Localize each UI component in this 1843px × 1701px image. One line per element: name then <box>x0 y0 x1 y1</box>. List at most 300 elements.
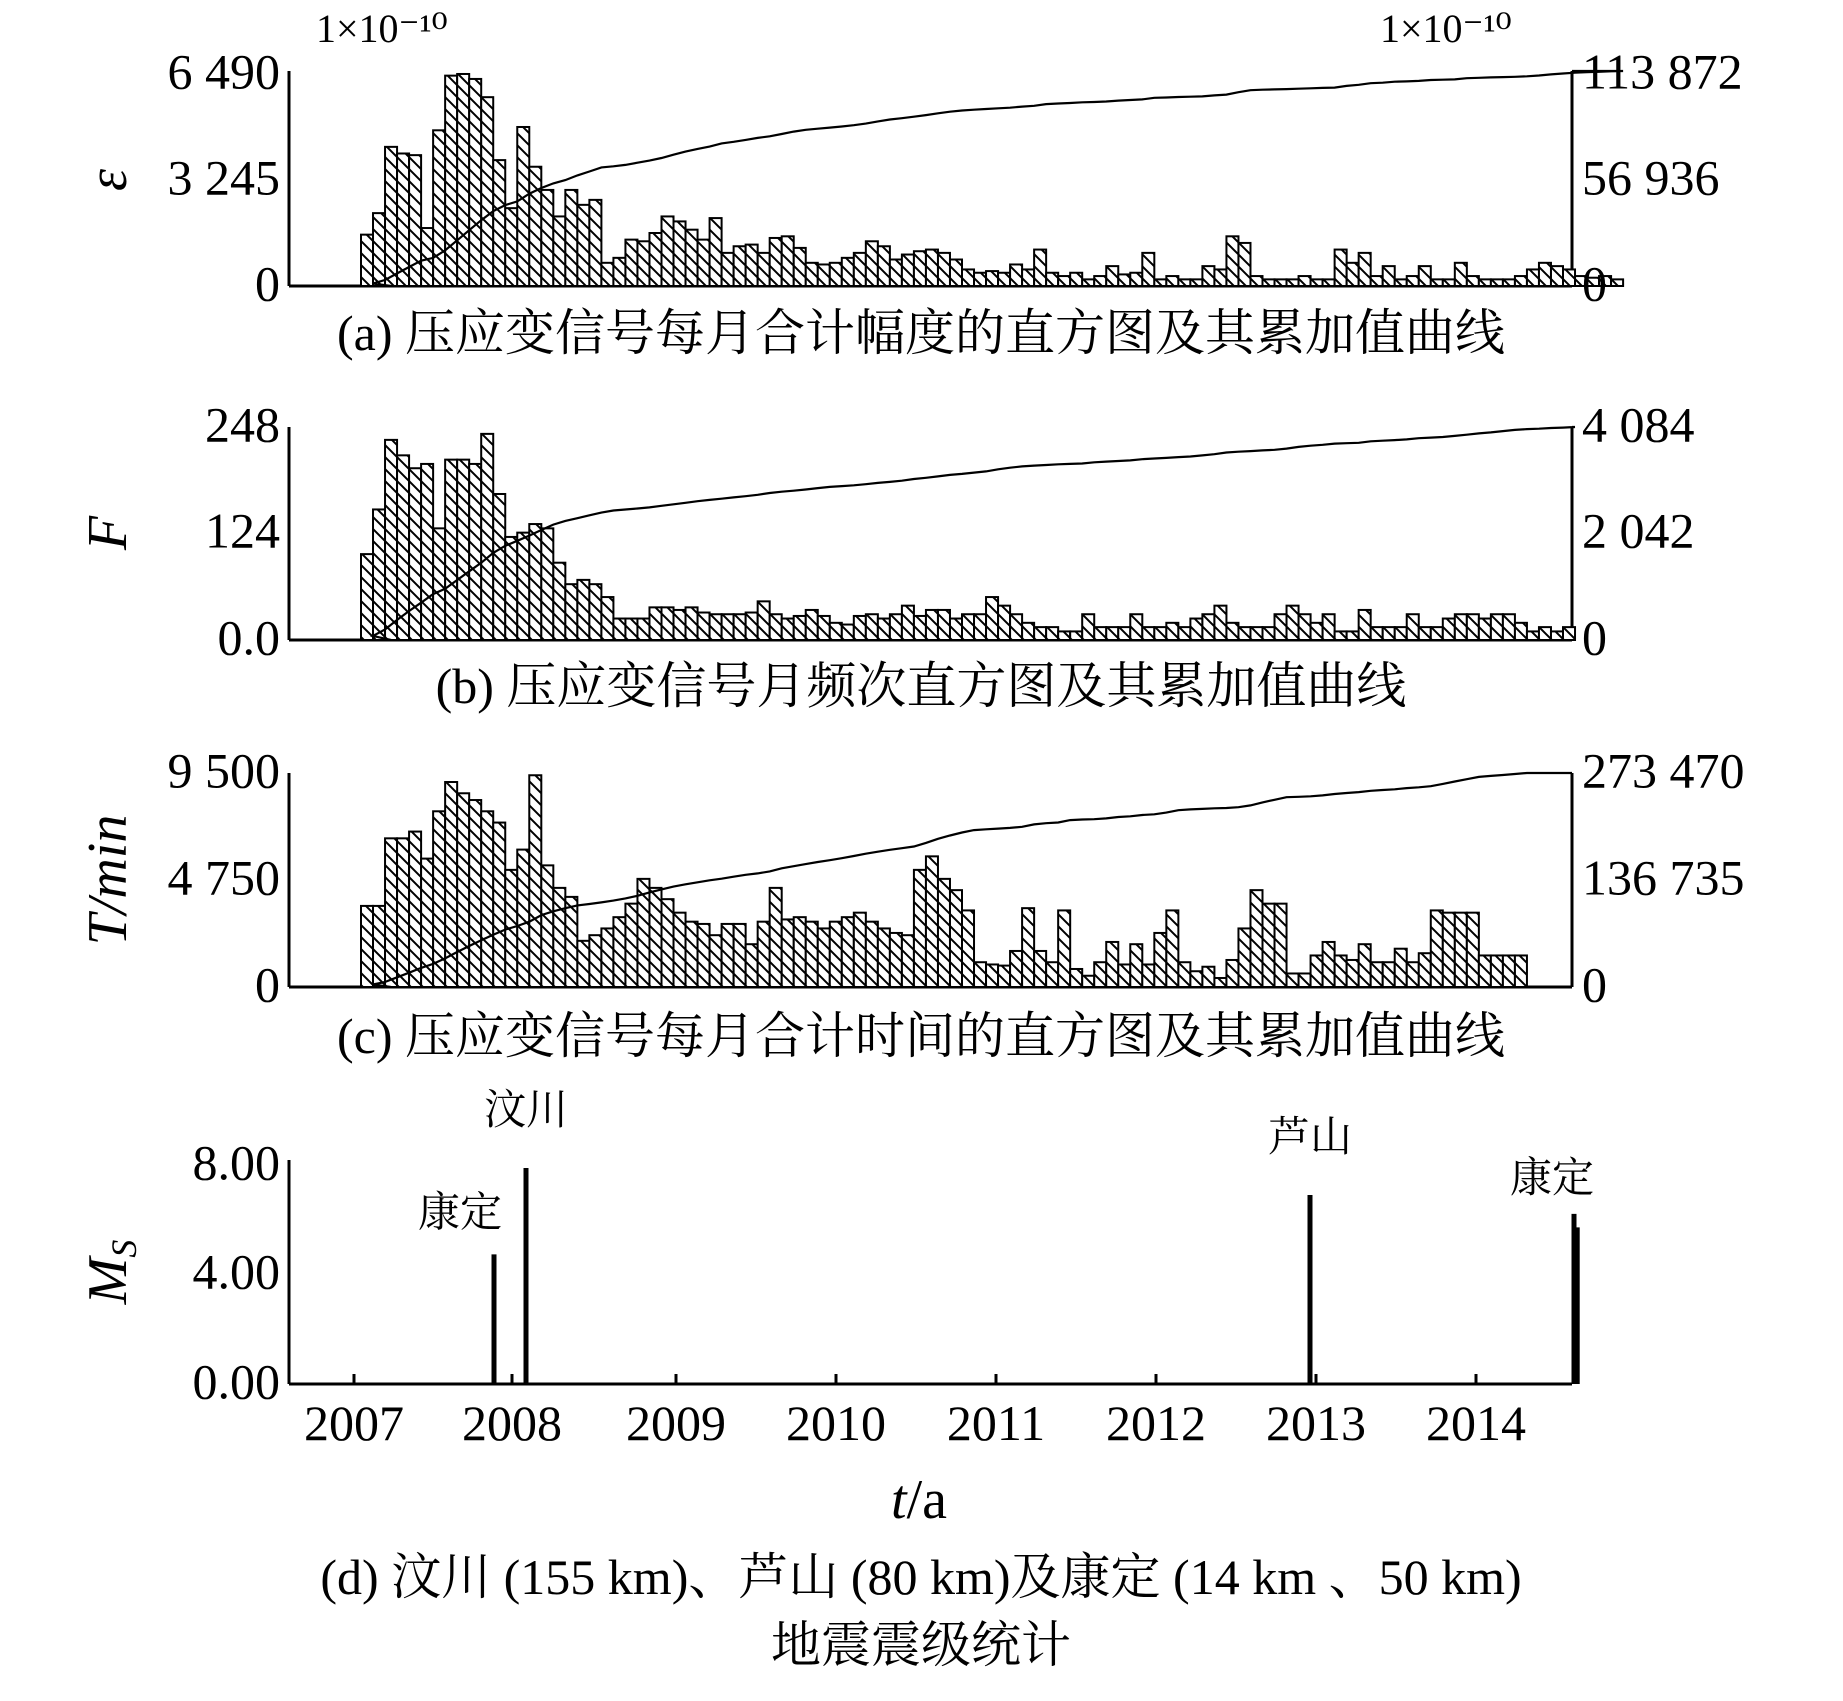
panel-a-bar <box>1299 276 1311 286</box>
panel-b-bar <box>553 563 565 640</box>
panel-a-bar <box>1022 269 1034 286</box>
panel-a-bar <box>1371 276 1383 286</box>
panel-b-bar <box>1455 614 1467 640</box>
panel-b-bar <box>505 537 517 640</box>
panel-a-bar <box>637 241 649 286</box>
panel-b-ylabel: F <box>77 515 139 551</box>
panel-c-y2tick-0: 0 <box>1582 956 1607 1013</box>
panel-c-bar <box>710 935 722 987</box>
panel-b-bar <box>1178 627 1190 640</box>
panel-b-bar <box>1515 623 1527 640</box>
panel-c-bar <box>878 928 890 987</box>
panel-a-bar <box>517 127 529 286</box>
panel-c-ytick-2: 9 500 <box>167 742 280 799</box>
panel-a-bar <box>914 251 926 286</box>
panel-c-bar <box>1154 933 1166 987</box>
panel-a-bar <box>806 263 818 286</box>
panel-b-bar <box>1371 627 1383 640</box>
panel-a-bar <box>1094 276 1106 286</box>
panel-a-bar <box>1190 279 1202 286</box>
panel-b-bar <box>830 623 842 640</box>
panel-a-bar <box>1178 279 1190 286</box>
panel-c-bar <box>722 924 734 987</box>
panel-b-bar <box>1503 614 1515 640</box>
panel-d-ytick-0: 0.00 <box>192 1353 280 1410</box>
panel-a-bar <box>1034 250 1046 286</box>
panel-a-bar <box>397 153 409 286</box>
panel-a-bar <box>505 208 517 286</box>
panel-d <box>77 1088 1594 1673</box>
panel-a-bar <box>361 235 373 286</box>
panel-a-bar <box>541 190 553 286</box>
panel-a-bar <box>1046 273 1058 286</box>
panel-b-bar <box>926 610 938 640</box>
panel-d-event-label: 汶川 <box>483 1088 569 1134</box>
panel-d-xlabel: t/a <box>891 1469 947 1531</box>
panel-a-ylabel: ε <box>77 168 139 192</box>
panel-a-bar <box>770 238 782 286</box>
panel-a-bar <box>433 130 445 286</box>
panel-b-bar <box>818 616 830 640</box>
panel-a-bar <box>1275 279 1287 286</box>
panel-b-bar <box>637 619 649 640</box>
panel-c-bar <box>457 793 469 987</box>
panel-b-bar <box>541 528 553 640</box>
panel-a-bar <box>1407 276 1419 286</box>
panel-c-bar <box>613 917 625 987</box>
panel-c-bar <box>1070 969 1082 987</box>
panel-a-y2tick-0: 0 <box>1582 255 1607 312</box>
panel-c-bar <box>469 800 481 987</box>
panel-c-bar <box>830 922 842 987</box>
panel-a-bar <box>1395 279 1407 286</box>
panel-d-stems <box>418 1088 1594 1384</box>
panel-b-bar <box>1142 627 1154 640</box>
panel-a-bar <box>1263 279 1275 286</box>
panel-a-bar <box>1443 279 1455 286</box>
panel-b-bar <box>625 619 637 640</box>
panel-b-bar <box>1419 627 1431 640</box>
panel-b-bar <box>1238 627 1250 640</box>
panel-a-bar <box>1311 279 1323 286</box>
panel-a-bar <box>926 250 938 286</box>
panel-c-bar <box>686 922 698 987</box>
panel-b-bar <box>373 509 385 640</box>
panel-c-bar <box>1347 960 1359 987</box>
panel-c-bar <box>746 944 758 987</box>
panel-a-bar <box>1419 266 1431 286</box>
panel-a-bar <box>601 263 613 286</box>
panel-a-ytick-1: 3 245 <box>167 149 280 206</box>
panel-a-bar <box>421 228 433 286</box>
panel-d-event-label: 康定 <box>417 1190 503 1237</box>
panel-a-bar <box>674 221 686 286</box>
panel-b-bar <box>1287 606 1299 640</box>
panel-a-bar <box>746 245 758 286</box>
panel-a-bar <box>1611 279 1623 286</box>
panel-b-bar <box>998 606 1010 640</box>
panel-a-bar <box>529 167 541 286</box>
panel-c-bar <box>361 906 373 987</box>
panel-c-bar <box>1106 942 1118 987</box>
panel-c <box>77 742 1745 1064</box>
panel-c-caption: (c) 压应变信号每月合计时间的直方图及其累加值曲线 <box>337 1008 1505 1064</box>
panel-c-bar <box>770 888 782 987</box>
panel-b-bar <box>1263 627 1275 640</box>
panel-c-bar <box>565 897 577 987</box>
panel-d-event-label: 芦山 <box>1267 1115 1353 1161</box>
panel-b-bar <box>1250 627 1262 640</box>
panel-d-xtick-label: 2013 <box>1266 1395 1366 1451</box>
panel-d-caption-line2: 地震震级统计 <box>771 1617 1071 1673</box>
panel-a-bar <box>854 253 866 286</box>
panel-b-bar <box>1347 631 1359 640</box>
panel-b-bar <box>649 607 661 640</box>
panel-b-bar <box>1383 627 1395 640</box>
panel-d-event-label: 康定 <box>1509 1155 1595 1202</box>
panel-c-bar <box>373 906 385 987</box>
panel-b-bar <box>1407 614 1419 640</box>
panel-c-bar <box>1455 913 1467 987</box>
panel-c-bar <box>577 941 589 987</box>
panel-b-bar <box>1335 631 1347 640</box>
panel-b-bar <box>361 554 373 640</box>
panel-a-bar <box>1142 253 1154 286</box>
panel-c-bar <box>818 928 830 987</box>
panel-b-bar <box>974 614 986 640</box>
panel-c-bar <box>397 838 409 987</box>
panel-c-bar <box>1491 955 1503 987</box>
panel-c-bar <box>1443 913 1455 987</box>
panel-b-bar <box>613 619 625 640</box>
panel-b-bar <box>493 494 505 640</box>
panel-a-bar <box>1070 273 1082 286</box>
panel-a-bar <box>722 253 734 286</box>
panel-c-bar <box>601 928 613 987</box>
panel-b-y2tick-1: 2 042 <box>1582 502 1695 559</box>
panel-d-ytick-2: 8.00 <box>192 1134 280 1191</box>
panel-c-bar <box>1082 976 1094 987</box>
panel-c-bar <box>1383 962 1395 987</box>
panel-c-bar <box>1130 944 1142 987</box>
panel-b-bar <box>1058 631 1070 640</box>
panel-a-bar <box>794 248 806 286</box>
panel-d-ytick-1: 4.00 <box>192 1243 280 1300</box>
panel-b-bar <box>421 464 433 640</box>
panel-b-bar <box>1094 627 1106 640</box>
panel-c-bar <box>541 865 553 987</box>
panel-a-bar <box>1238 243 1250 286</box>
panel-c-bar <box>1431 910 1443 987</box>
panel-c-bar <box>1395 949 1407 987</box>
panel-d-ylabel: MS <box>77 1239 144 1305</box>
panel-b-bar <box>481 434 493 640</box>
panel-a-bar <box>1010 264 1022 286</box>
panel-a-bar <box>1527 269 1539 286</box>
panel-b-bar <box>854 616 866 640</box>
panel-a-bar <box>565 190 577 286</box>
panel-a-bar <box>577 205 589 286</box>
panel-a <box>77 6 1743 361</box>
panel-b-bar <box>938 610 950 640</box>
panel-c-bar <box>734 924 746 987</box>
panel-c-bar <box>649 888 661 987</box>
panel-b-bar <box>794 616 806 640</box>
panel-b-bar <box>686 607 698 640</box>
panel-a-bar <box>1166 276 1178 286</box>
panel-a-bar <box>1479 279 1491 286</box>
panel-a-bar <box>649 233 661 286</box>
panel-a-bar <box>1106 266 1118 286</box>
panel-b-bar <box>445 460 457 640</box>
panel-b-bar <box>565 584 577 640</box>
panel-b-bar <box>1551 631 1563 640</box>
panel-c-bar <box>1034 951 1046 987</box>
panel-a-bar <box>1226 236 1238 286</box>
panel-b-ytick-0: 0.0 <box>217 609 280 666</box>
panel-b-bar <box>1046 627 1058 640</box>
panel-b-bar <box>1202 614 1214 640</box>
panel-c-bar <box>890 933 902 987</box>
panel-b-bar <box>710 614 722 640</box>
panel-b-bars <box>361 434 1575 640</box>
panel-a-bar <box>1515 276 1527 286</box>
panel-b-caption: (b) 压应变信号月频次直方图及其累加值曲线 <box>435 658 1407 714</box>
panel-a-bar <box>1467 276 1479 286</box>
panel-b-bar <box>722 614 734 640</box>
panel-c-bar <box>938 879 950 987</box>
panel-c-bar <box>1311 955 1323 987</box>
panel-b-bar <box>1118 627 1130 640</box>
panel-b-bar <box>409 468 421 640</box>
panel-c-ytick-0: 0 <box>255 956 280 1013</box>
panel-a-bar <box>878 246 890 286</box>
panel-d-xtick-label: 2008 <box>462 1395 562 1451</box>
panel-a-bar <box>902 255 914 286</box>
panel-c-bar <box>1467 913 1479 987</box>
panel-c-bar <box>962 910 974 987</box>
panel-b-bar <box>1082 614 1094 640</box>
panel-a-bar <box>1082 279 1094 286</box>
panel-b-bar <box>1022 623 1034 640</box>
panel-a-bar <box>758 253 770 286</box>
panel-c-y2tick-2: 273 470 <box>1582 742 1745 799</box>
panel-a-bar <box>998 273 1010 286</box>
panel-a-bar <box>373 213 385 286</box>
panel-c-bar <box>866 922 878 987</box>
panel-a-bar <box>1058 276 1070 286</box>
panel-a-bar <box>1491 279 1503 286</box>
panel-b-bar <box>734 614 746 640</box>
panel-a-bar <box>481 97 493 286</box>
panel-b-bar <box>1190 619 1202 640</box>
panel-a-bar <box>782 236 794 286</box>
panel-c-bar <box>625 904 637 987</box>
panel-a-bar <box>1154 279 1166 286</box>
panel-b-ytick-1: 124 <box>205 502 280 559</box>
panel-b-bar <box>1431 627 1443 640</box>
panel-c-bar <box>950 890 962 987</box>
panel-b-bar <box>1311 623 1323 640</box>
panel-d-caption-line1: (d) 汶川 (155 km)、芦山 (80 km)及康定 (14 km 、50 km) <box>320 1549 1522 1605</box>
panel-c-bar <box>1419 953 1431 987</box>
panel-a-bar <box>385 147 397 286</box>
panel-a-bar <box>445 76 457 286</box>
panel-d-xticks <box>304 1374 1526 1451</box>
panel-b-ytick-2: 248 <box>205 396 280 453</box>
panel-b-bar <box>806 610 818 640</box>
panel-b-bar <box>1154 627 1166 640</box>
panel-a-bar <box>1539 263 1551 286</box>
panel-b-bar <box>1070 631 1082 640</box>
panel-c-bar <box>1299 973 1311 987</box>
panel-c-bar <box>998 966 1010 987</box>
panel-d-xtick-label: 2009 <box>626 1395 726 1451</box>
panel-b-bar <box>1395 627 1407 640</box>
panel-b-bar <box>842 625 854 640</box>
panel-c-bar <box>589 935 601 987</box>
panel-a-bar <box>493 160 505 286</box>
panel-c-bar <box>1515 955 1527 987</box>
panel-c-bar <box>974 962 986 987</box>
panel-a-bar <box>1323 279 1335 286</box>
panel-a-bar <box>938 253 950 286</box>
panel-c-bar <box>481 811 493 987</box>
panel-c-ylabel: T/min <box>77 814 139 946</box>
panel-a-bar <box>686 230 698 286</box>
panel-b-bar <box>1275 614 1287 640</box>
panel-a-bar <box>1214 269 1226 286</box>
panel-c-bar <box>1178 962 1190 987</box>
panel-b-bar <box>698 613 710 640</box>
panel-a-bar <box>625 240 637 286</box>
panel-b-bar <box>866 614 878 640</box>
panel-c-bar <box>1010 951 1022 987</box>
panel-b-bar <box>601 597 613 640</box>
panel-c-bar <box>1046 962 1058 987</box>
panel-a-bar <box>1383 266 1395 286</box>
panel-c-bar <box>1479 955 1491 987</box>
panel-a-bars <box>361 74 1623 286</box>
panel-b-bar <box>433 528 445 640</box>
panel-d-xtick-label: 2007 <box>304 1395 404 1451</box>
panel-a-bar <box>830 263 842 286</box>
panel-b-bar <box>878 619 890 640</box>
panel-c-bar <box>1407 962 1419 987</box>
panel-d-xtick-label: 2011 <box>946 1395 1046 1451</box>
panel-b-bar <box>1491 614 1503 640</box>
panel-a-bar <box>866 241 878 286</box>
panel-b-bar <box>1563 627 1575 640</box>
panel-a-left-scale: 1×10⁻¹⁰ <box>316 6 448 51</box>
panel-c-bar <box>1287 973 1299 987</box>
panel-c-bar <box>842 917 854 987</box>
panel-a-bar <box>589 200 601 286</box>
panel-a-caption: (a) 压应变信号每月合计幅度的直方图及其累加值曲线 <box>337 305 1505 361</box>
panel-b-y2tick-0: 0 <box>1582 609 1607 666</box>
panel-a-y2tick-1: 56 936 <box>1582 149 1720 206</box>
panel-c-bar <box>914 870 926 987</box>
panel-c-bar <box>409 832 421 987</box>
panel-b-bar <box>1130 614 1142 640</box>
panel-b-bar <box>1479 619 1491 640</box>
panel-c-bar <box>1118 964 1130 987</box>
panel-b-bar <box>517 533 529 640</box>
panel-b-bar <box>1467 614 1479 640</box>
panel-a-bar <box>1287 279 1299 286</box>
panel-b-bar <box>1226 623 1238 640</box>
panel-b-bar <box>1527 631 1539 640</box>
panel-d-xtick-label: 2012 <box>1106 1395 1206 1451</box>
panel-c-bar <box>902 935 914 987</box>
panel-c-bar <box>1371 962 1383 987</box>
panel-b-bar <box>1034 627 1046 640</box>
panel-c-bar <box>1503 955 1515 987</box>
panel-c-bar <box>1022 908 1034 987</box>
panel-b-bar <box>914 616 926 640</box>
panel-c-bar <box>1263 904 1275 987</box>
panel-a-bar <box>1431 279 1443 286</box>
panel-c-bar <box>1323 942 1335 987</box>
panel-c-bars <box>361 775 1527 987</box>
panel-a-bar <box>553 216 565 286</box>
panel-a-ytick-0: 0 <box>255 255 280 312</box>
panel-a-y2tick-2: 113 872 <box>1582 43 1743 100</box>
panel-a-bar <box>734 246 746 286</box>
panel-c-bar <box>529 775 541 987</box>
panel-c-bar <box>674 913 686 987</box>
panel-b-bar <box>529 524 541 640</box>
panel-b-bar <box>662 607 674 640</box>
panel-a-bar <box>1202 266 1214 286</box>
panel-b-bar <box>902 606 914 640</box>
panel-c-bar <box>1359 944 1371 987</box>
panel-c-bar <box>1226 960 1238 987</box>
panel-b-bar <box>469 464 481 640</box>
panel-a-bar <box>710 218 722 286</box>
panel-a-bar <box>662 216 674 286</box>
panel-b-bar <box>1323 614 1335 640</box>
panel-b <box>77 396 1695 714</box>
panel-b-bar <box>577 580 589 640</box>
panel-c-ytick-1: 4 750 <box>167 849 280 906</box>
panel-b-bar <box>758 601 770 640</box>
panel-c-bar <box>517 850 529 987</box>
panel-b-bar <box>986 597 998 640</box>
panel-c-bar <box>1166 910 1178 987</box>
panel-b-bar <box>1539 627 1551 640</box>
panel-a-bar <box>950 260 962 287</box>
panel-a-bar <box>1347 263 1359 286</box>
panel-b-bar <box>890 614 902 640</box>
panel-b-bar <box>1359 610 1371 640</box>
panel-a-bar <box>962 269 974 286</box>
panel-d-xtick-label: 2014 <box>1426 1395 1526 1451</box>
panel-b-bar <box>1443 619 1455 640</box>
panel-a-bar <box>1335 250 1347 286</box>
panel-b-bar <box>1166 623 1178 640</box>
panel-b-y2tick-2: 4 084 <box>1582 396 1695 453</box>
panel-c-bar <box>1335 955 1347 987</box>
panel-c-bar <box>1238 928 1250 987</box>
panel-c-bar <box>854 913 866 987</box>
panel-d-xtick-label: 2010 <box>786 1395 886 1451</box>
panel-b-bar <box>1214 606 1226 640</box>
panel-c-bar <box>1250 890 1262 987</box>
panel-c-bar <box>662 899 674 987</box>
panel-b-bar <box>746 613 758 640</box>
panel-b-bar <box>457 460 469 640</box>
